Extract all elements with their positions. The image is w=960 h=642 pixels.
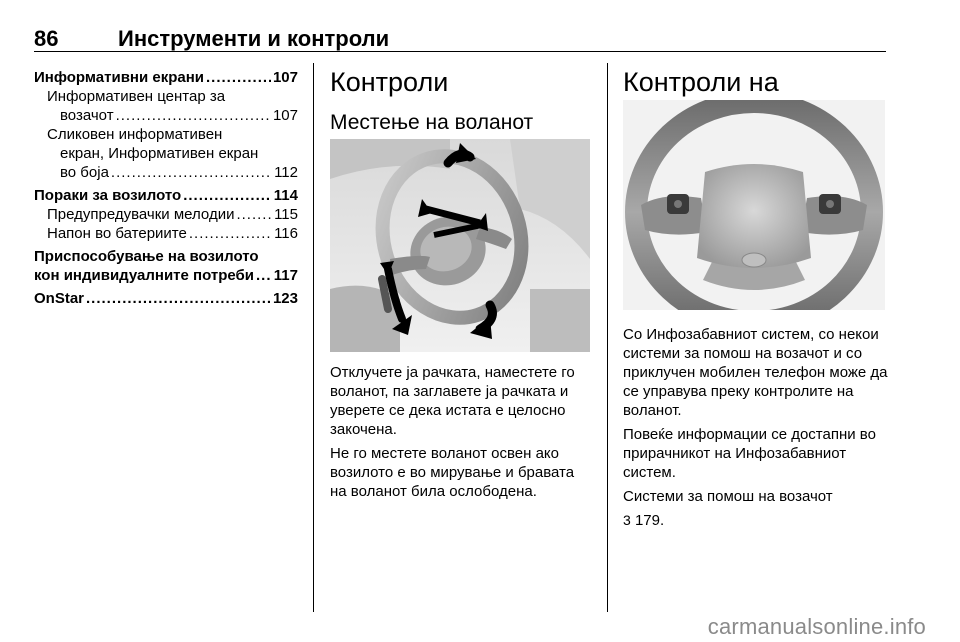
- toc-entry-label: Информативни екрани: [34, 69, 205, 86]
- middle-body-text: [330, 363, 592, 501]
- toc-leader: [236, 205, 272, 224]
- toc-leader: [206, 68, 271, 87]
- toc-entry[interactable]: [34, 68, 298, 87]
- toc-entry-label: Напон во батериите: [47, 225, 187, 242]
- toc-entry[interactable]: [34, 106, 298, 125]
- table-of-contents: [34, 68, 298, 308]
- toc-entry-page: 116: [274, 225, 298, 242]
- body-paragraph: Не го местете воланот освен ако возилото е во мирување и бравата на воланот била ослободена.: [330, 445, 575, 500]
- toc-entry-page: 112: [274, 164, 298, 181]
- body-paragraph: Повеќе информации се достапни во прирачникот на Инфозабавниот систем.: [623, 426, 876, 481]
- toc-entry: екран, Информативен екран: [60, 145, 259, 162]
- page-header: [34, 26, 886, 50]
- toc-leader: [183, 186, 272, 205]
- body-paragraph: Отклучете ја рачката, наместете го воланот, па заглавете ја рачката и уверете се дека истата е целосно закочена.: [330, 364, 575, 438]
- toc-entry-page: 117: [273, 267, 298, 284]
- toc-entry[interactable]: [34, 205, 298, 224]
- toc-entry-page: 107: [272, 69, 298, 86]
- body-paragraph: Системи за помош на возачот: [623, 488, 833, 505]
- body-paragraph: Со Инфозабавниот систем, со некои системи за помош на возачот и со приклучен мобилен телефон може да се управува преку контролите на воланот.: [623, 326, 888, 419]
- subsection-title: Местење на воланот: [330, 111, 534, 134]
- header-rule: [34, 51, 886, 52]
- column-divider-left: [313, 63, 314, 612]
- page-title: Инструменти и контроли: [118, 26, 390, 51]
- steering-adjustment-illustration: [330, 139, 590, 352]
- toc-entry[interactable]: [34, 266, 298, 285]
- page-reference[interactable]: [623, 511, 893, 530]
- toc-entry-label: Пораки за возилото: [34, 187, 182, 204]
- toc-leader: [111, 163, 272, 182]
- toc-leader: [256, 266, 272, 285]
- toc-entry[interactable]: [34, 289, 298, 308]
- toc-entry-page: 107: [272, 107, 298, 124]
- toc-entry: Приспособување на возилото: [34, 248, 259, 265]
- toc-entry-page: 115: [274, 206, 298, 223]
- toc-entry-page: 123: [272, 290, 298, 307]
- toc-entry-label: Предупредувачки мелодии: [47, 206, 235, 223]
- middle-column: [330, 66, 592, 136]
- toc-entry-page: 114: [273, 187, 298, 204]
- toc-leader: [116, 106, 271, 125]
- toc-entry: Сликовен информативен: [47, 126, 223, 143]
- page-number: 86: [34, 26, 59, 51]
- section-title-steering-controls: Контроли на: [623, 67, 779, 97]
- toc-leader: [189, 224, 272, 243]
- watermark: carmanualsonline.info: [707, 614, 926, 639]
- toc-entry: Информативен центар за: [47, 88, 226, 105]
- right-body-text: [623, 325, 893, 530]
- toc-entry-label: возачот: [60, 107, 114, 124]
- toc-entry[interactable]: [34, 224, 298, 243]
- toc-entry-label: кон индивидуалните потреби: [34, 267, 255, 284]
- reference-page: 179.: [634, 512, 665, 529]
- toc-leader: [86, 289, 271, 308]
- toc-entry[interactable]: [34, 163, 298, 182]
- reference-arrow-icon: 3: [623, 512, 631, 528]
- steering-wheel-controls-illustration: [623, 100, 885, 310]
- column-divider-right: [607, 63, 608, 612]
- toc-entry[interactable]: [34, 186, 298, 205]
- toc-entry-label: во боја: [60, 164, 109, 181]
- section-title: Контроли: [330, 67, 449, 97]
- toc-entry-label: OnStar: [34, 290, 85, 307]
